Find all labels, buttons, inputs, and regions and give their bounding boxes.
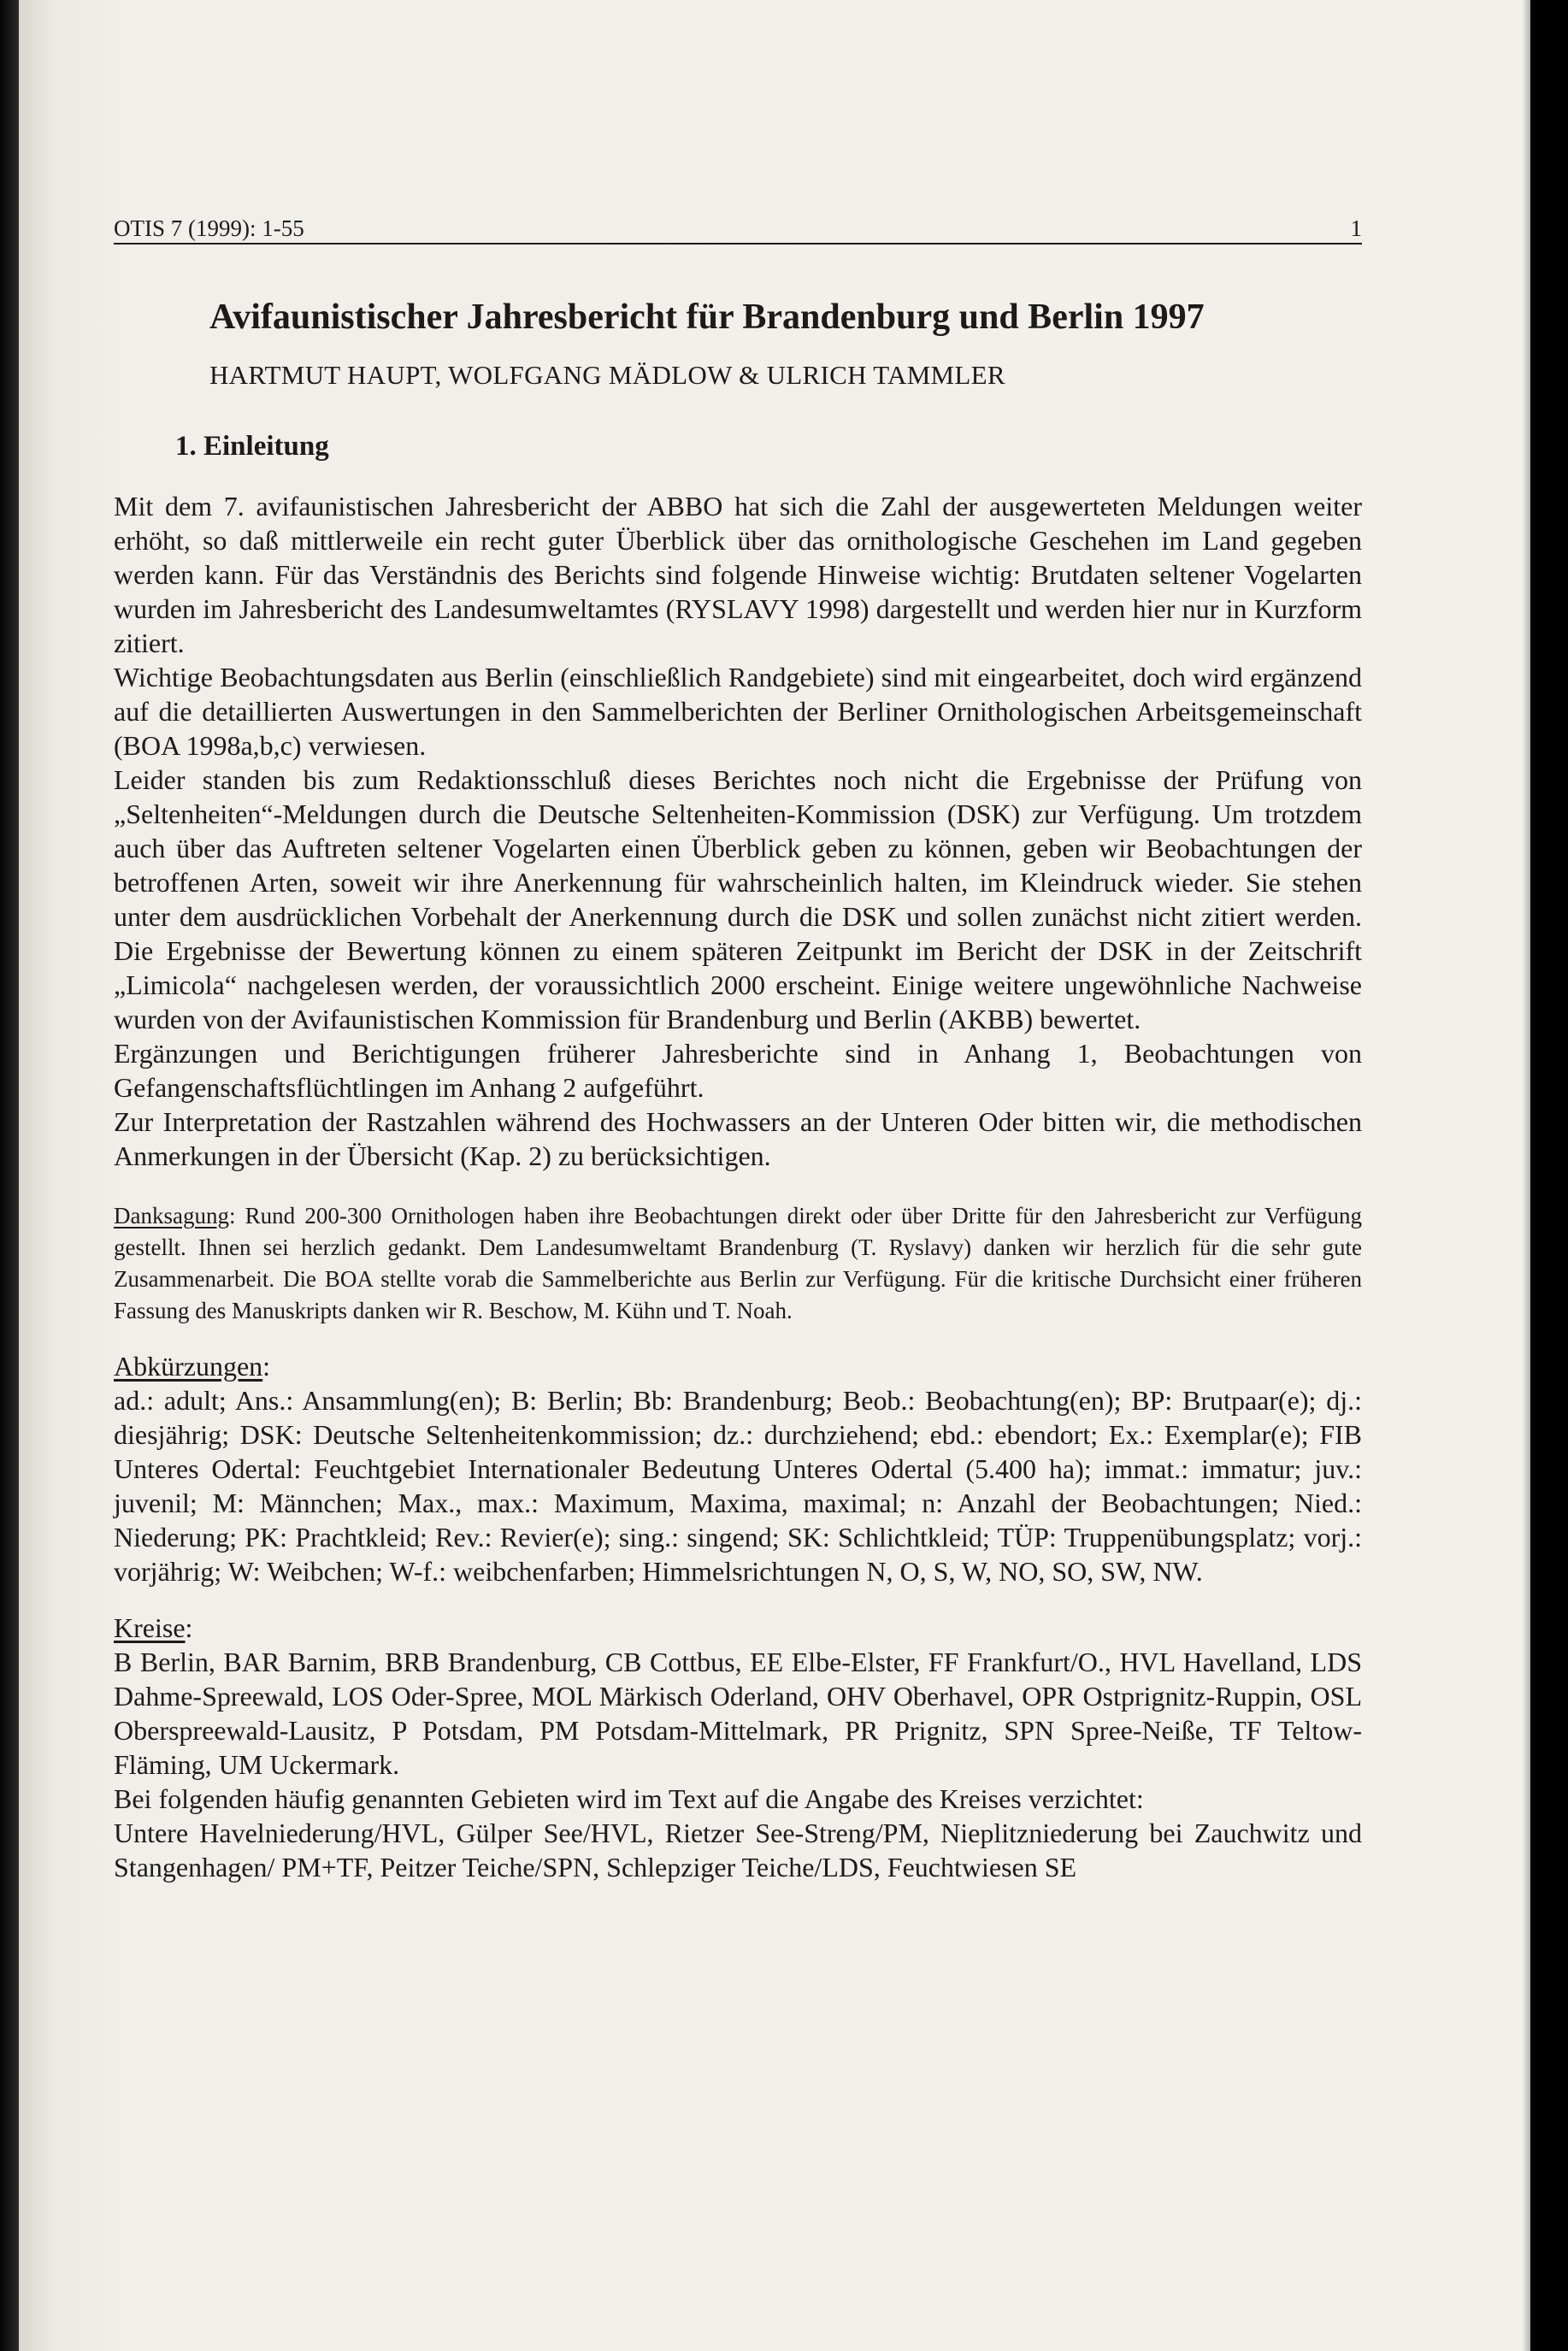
paragraph: Leider standen bis zum Redaktionsschluß dieses Berichtes noch nicht die Ergebnisse der Prüfung von „Seltenheiten“-Meldungen durch die Deutsche Seltenheiten-Kommission (DSK) zur Verfügung. Um trotzdem auch über das Auftreten seltener Vogelarten einen Überblick geben zu können, geben wir Beobachtungen der betroffenen Arten, soweit wir ihre Anerkennung für wahrscheinlich halten, im Kleindruck wieder. Sie stehen unter dem ausdrücklichen Vorbehalt der Anerkennung durch die DSK und sollen zunächst nicht zitiert werden. Die Ergebnisse der Bewertung können zu einem späteren Zeitpunkt im Bericht der DSK in der Zeitschrift „Limicola“ nachgelesen werden, der voraussichtlich 2000 erscheint. Einige weitere ungewöhnliche Nachweise wurden von der Avifaunistischen Kommission für Brandenburg und Berlin (AKBB) bewertet. (114, 764, 1362, 1034)
districts-note: Bei folgenden häufig genannten Gebieten wird im Text auf die Angabe des Kreises verzichtet: (114, 1783, 1144, 1814)
running-header (114, 215, 1362, 245)
paragraph: Mit dem 7. avifaunistischen Jahresbericht der ABBO hat sich die Zahl der ausgewerteten Meldungen weiter erhöht, so daß mittlerweile ein recht guter Überblick über das ornithologische Geschehen im Land gegeben werden kann. Für das Verständnis des Berichts sind folgende Hinweise wichtig: Brutdaten seltener Vogelarten wurden im Jahresbericht des Landesumweltamtes (RYSLAVY 1998) dargestellt und werden hier nur in Kurzform zitiert. (114, 491, 1362, 658)
section-heading-einleitung: 1. Einleitung (175, 431, 329, 462)
districts-section (114, 1611, 1362, 1884)
abbreviations-colon: : (262, 1351, 271, 1382)
acknowledgements-text: : Rund 200-300 Ornithologen haben ihre Beobachtungen direkt oder über Dritte für den Jahresbericht zur Verfügung gestellt. Ihnen sei herzlich gedankt. Dem Landesumweltamt Brandenburg (T. Ryslavy) danken wir herzlich für die sehr gute Zusammenarbeit. Die BOA stellte vorab die Sammelberichte aus Berlin zur Verfügung. Für die kritische Durchsicht einer früheren Fassung des Manuskripts danken wir R. Beschow, M. Kühn und T. Noah. (114, 1203, 1362, 1323)
districts-text: B Berlin, BAR Barnim, BRB Brandenburg, CB Cottbus, EE Elbe-Elster, FF Frankfurt/O., HVL Havelland, LDS Dahme-Spreewald, LOS Oder-Spree, MOL Märkisch Oderland, OHV Oberhavel, OPR Ostprignitz-Ruppin, OSL Oberspreewald-Lausitz, P Potsdam, PM Potsdam-Mittelmark, PR Prignitz, SPN Spree-Neiße, TF Teltow-Fläming, UM Uckermark. (114, 1647, 1362, 1780)
acknowledgements (114, 1200, 1362, 1327)
abbreviations-text: ad.: adult; Ans.: Ansammlung(en); B: Berlin; Bb: Brandenburg; Beob.: Beobachtung(en); BP: Brutpaar(e); dj.: diesjährig; DSK: Deutsche Seltenheitenkommission; dz.: durchziehend; ebd.: ebendort; Ex.: Exemplar(e); FIB Unteres Odertal: Feuchtgebiet Internationaler Bedeutung Unteres Odertal (5.400 ha); immat.: immatur; juv.: juvenil; M: Männchen; Max., max.: Maximum, Maxima, maximal; n: Anzahl der Beobachtungen; Nied.: Niederung; PK: Prachtkleid; Rev.: Revier(e); sing.: singend; SK: Schlichtkleid; TÜP: Truppenübungsplatz; vorj.: vorjährig; W: Weibchen; W-f.: weibchenfarben; Himmelsrichtungen N, O, S, W, NO, SO, SW, NW. (114, 1385, 1362, 1587)
acknowledgements-label: Danksagung (114, 1203, 229, 1229)
journal-citation: OTIS 7 (1999): 1-55 (114, 215, 304, 241)
abbreviations-section (114, 1349, 1362, 1588)
introduction-body (114, 489, 1362, 1173)
paragraph: Ergänzungen und Berichtigungen früherer Jahresberichte sind in Anhang 1, Beobachtungen von Gefangenschaftsflüchtlingen im Anhang 2 aufgeführt. (114, 1038, 1362, 1103)
paragraph: Wichtige Beobachtungsdaten aus Berlin (einschließlich Randgebiete) sind mit eingearbeitet, doch wird ergänzend auf die detaillierten Auswertungen in den Sammelberichten der Berliner Ornithologischen Arbeitsgemeinschaft (BOA 1998a,b,c) verwiesen. (114, 662, 1362, 761)
districts-label: Kreise (114, 1612, 186, 1643)
districts-areas: Untere Havelniederung/HVL, Gülper See/HVL, Rietzer See-Streng/PM, Nieplitzniederung bei Zauchwitz und Stangenhagen/ PM+TF, Peitzer Teiche/SPN, Schlepziger Teiche/LDS, Feuchtwiesen SE (114, 1818, 1362, 1883)
paragraph: Zur Interpretation der Rastzahlen während des Hochwassers an der Unteren Oder bitten wir, die methodischen Anmerkungen in der Übersicht (Kap. 2) zu berücksichtigen. (114, 1106, 1362, 1171)
abbreviations-heading (114, 1349, 1362, 1383)
page-shadow (1522, 0, 1530, 2351)
districts-colon: : (185, 1612, 193, 1643)
article-title: Avifaunistischer Jahresbericht für Brandenburg und Berlin 1997 (209, 298, 1205, 337)
page-content (114, 215, 1362, 1884)
abbreviations-label: Abkürzungen (114, 1351, 263, 1382)
districts-heading (114, 1611, 1362, 1645)
document-page (19, 0, 1530, 2351)
article-authors: HARTMUT HAUPT, WOLFGANG MÄDLOW & ULRICH TAMMLER (209, 360, 1005, 390)
scan-border (0, 0, 19, 2351)
page-number: 1 (1350, 215, 1362, 241)
